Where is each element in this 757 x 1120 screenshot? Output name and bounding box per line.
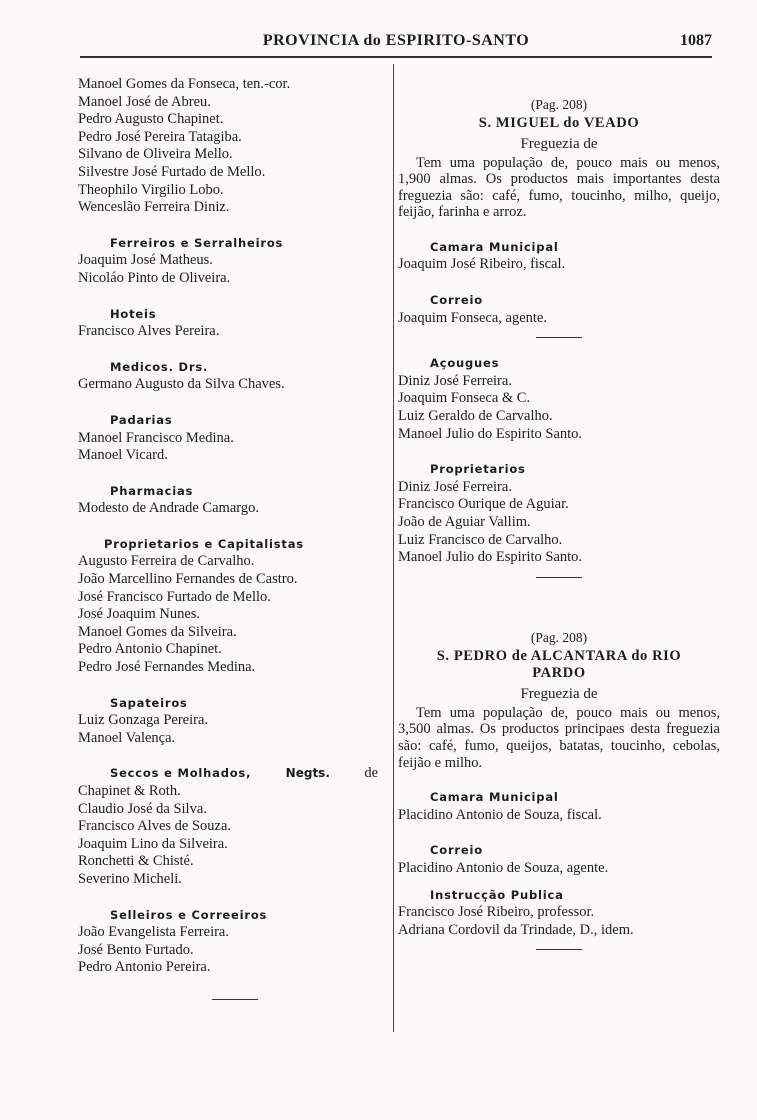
list-item: Francisco Alves de Souza. — [78, 818, 232, 835]
list-item: Severino Micheli. — [78, 870, 182, 887]
list-item: Adriana Cordovil da Trindade, D., idem. — [398, 921, 634, 938]
list-item: Joaquim Fonseca, agente. — [398, 309, 547, 326]
list-item: Silvano de Oliveira Mello. — [78, 146, 233, 163]
list-item: Luiz Gonzaga Pereira. — [78, 712, 209, 729]
list-item: João de Aguiar Vallim. — [398, 514, 531, 530]
page-title: PROVINCIA do ESPIRITO-SANTO — [262, 32, 530, 49]
freguezia-label: Freguezia de — [520, 135, 598, 152]
place-title-s-pedro: S. PEDRO de ALCANTARA do RIO — [436, 647, 682, 664]
list-item: Nicoláo Pinto de Oliveira. — [78, 269, 231, 286]
section-heading-medicos: Medicos. Drs. — [110, 359, 209, 374]
list-item: Ronchetti & Chisté. — [78, 853, 194, 870]
place-title-s-miguel: S. MIGUEL do VEADO — [478, 115, 640, 131]
description-paragraph: Tem uma população de, pouco mais ou menos, 1,900 almas. Os productos mais importantes desta freguezia são: café, fumo, toucinho, milho, queijo, feijão, farinha e arroz. — [398, 154, 720, 221]
list-item: Augusto Ferreira de Carvalho. — [78, 553, 255, 570]
list-item: Francisco Ourique de Aguiar. — [398, 496, 569, 513]
list-item: Manoel Francisco Medina. — [78, 429, 234, 446]
page-number: 1087 — [680, 32, 712, 49]
section-heading-correio: Correio — [430, 843, 483, 858]
list-item: João Evangelista Ferreira. — [78, 924, 229, 941]
section-heading-proprietarios: Proprietarios — [430, 462, 526, 477]
section-heading-acougues: Açougues — [430, 356, 500, 371]
section-end-rule — [536, 949, 582, 950]
list-item: Diniz José Ferreira. — [398, 478, 512, 495]
list-item: Theophilo Virgilio Lobo. — [78, 181, 224, 198]
list-item: Manoel José de Abreu. — [78, 93, 211, 110]
section-heading-correio: Correio — [430, 293, 483, 308]
section-heading-camara: Camara Municipal — [430, 790, 559, 805]
section-heading-pharmacias: Pharmacias — [110, 483, 194, 498]
list-item: Pedro Antonio Pereira. — [78, 959, 211, 976]
list-item: Manoel Gomes da Silveira. — [78, 623, 237, 640]
list-item: Pedro José Fernandes Medina. — [78, 659, 256, 676]
list-item: Placidino Antonio de Souza, agente. — [398, 859, 609, 876]
place-title-s-pedro-line2: PARDO — [532, 665, 586, 682]
list-item: Luiz Francisco de Carvalho. — [398, 531, 563, 548]
list-item: Placidino Antonio de Souza, fiscal. — [398, 806, 602, 823]
list-item: Pedro José Pereira Tatagiba. — [78, 128, 242, 145]
section-heading-selleiros: Selleiros e Correeiros — [110, 907, 268, 922]
list-item: Francisco Alves Pereira. — [78, 323, 220, 340]
section-heading-ferreiros: Ferreiros e Serralheiros — [110, 235, 284, 250]
list-item: Joaquim José Matheus. — [78, 252, 213, 269]
list-item: Luiz Geraldo de Carvalho. — [398, 408, 553, 425]
column-divider — [393, 64, 394, 1032]
description-paragraph: Tem uma população de, pouco mais ou menos, 3,500 almas. Os productos principaes desta freguezia são: café, fumo, queijos, batatas, toucinho, cebolas, feijão e milho. — [398, 704, 720, 771]
list-item: Francisco José Ribeiro, professor. — [398, 904, 595, 921]
page-header — [80, 32, 712, 58]
list-item: Pedro Antonio Chapinet. — [78, 641, 222, 658]
section-heading-seccos — [78, 765, 378, 783]
right-column — [398, 95, 720, 958]
page-reference: (Pag. 208) — [530, 629, 588, 645]
list-item: Manoel Vicard. — [78, 447, 168, 464]
section-heading-instrucao: Instrucção Publica — [430, 887, 564, 902]
section-end-rule — [212, 999, 258, 1000]
freguezia-label: Freguezia de — [520, 685, 598, 702]
list-item: Manoel Valença. — [78, 729, 176, 746]
list-item: Joaquim Lino da Silveira. — [78, 835, 228, 852]
list-item: Manoel Julio do Espirito Santo. — [398, 425, 583, 442]
section-heading-camara: Camara Municipal — [430, 239, 559, 254]
list-item: Claudio José da Silva. — [78, 800, 207, 817]
section-heading-padarias: Padarias — [110, 412, 173, 427]
list-item: Wenceslão Ferreira Diniz. — [78, 199, 230, 216]
list-item: Joaquim José Ribeiro, fiscal. — [398, 256, 566, 273]
header-rule — [80, 56, 712, 58]
section-heading-proprietarios: Proprietarios e Capitalistas — [104, 536, 304, 551]
list-item: Modesto de Andrade Camargo. — [78, 500, 259, 517]
section-heading-hoteis: Hoteis — [110, 306, 157, 321]
list-item: José Francisco Furtado de Mello. — [78, 588, 271, 605]
list-item: Diniz José Ferreira. — [398, 372, 512, 389]
list-item: Joaquim Fonseca & C. — [398, 390, 531, 407]
list-item: Silvestre José Furtado de Mello. — [78, 163, 266, 180]
section-end-rule — [536, 337, 582, 338]
list-item: Pedro Augusto Chapinet. — [78, 111, 224, 128]
list-item: João Marcellino Fernandes de Castro. — [78, 571, 298, 588]
list-item: Germano Augusto da Silva Chaves. — [78, 376, 285, 393]
section-end-rule — [536, 577, 582, 578]
seccos-heading-de: de — [364, 765, 378, 782]
list-item: José Bento Furtado. — [78, 941, 194, 958]
seccos-heading-negts: Negts. — [285, 766, 330, 781]
section-heading-sapateiros: Sapateiros — [110, 695, 188, 710]
list-item: Manoel Gomes da Fonseca, ten.-cor. — [78, 76, 291, 92]
list-item: Manoel Julio do Espirito Santo. — [398, 549, 583, 566]
left-column — [78, 76, 378, 1008]
page-reference: (Pag. 208) — [530, 97, 588, 112]
list-item: Chapinet & Roth. — [78, 783, 181, 799]
list-item: José Joaquim Nunes. — [78, 606, 201, 623]
seccos-heading-text: Seccos e Molhados, — [110, 766, 252, 781]
